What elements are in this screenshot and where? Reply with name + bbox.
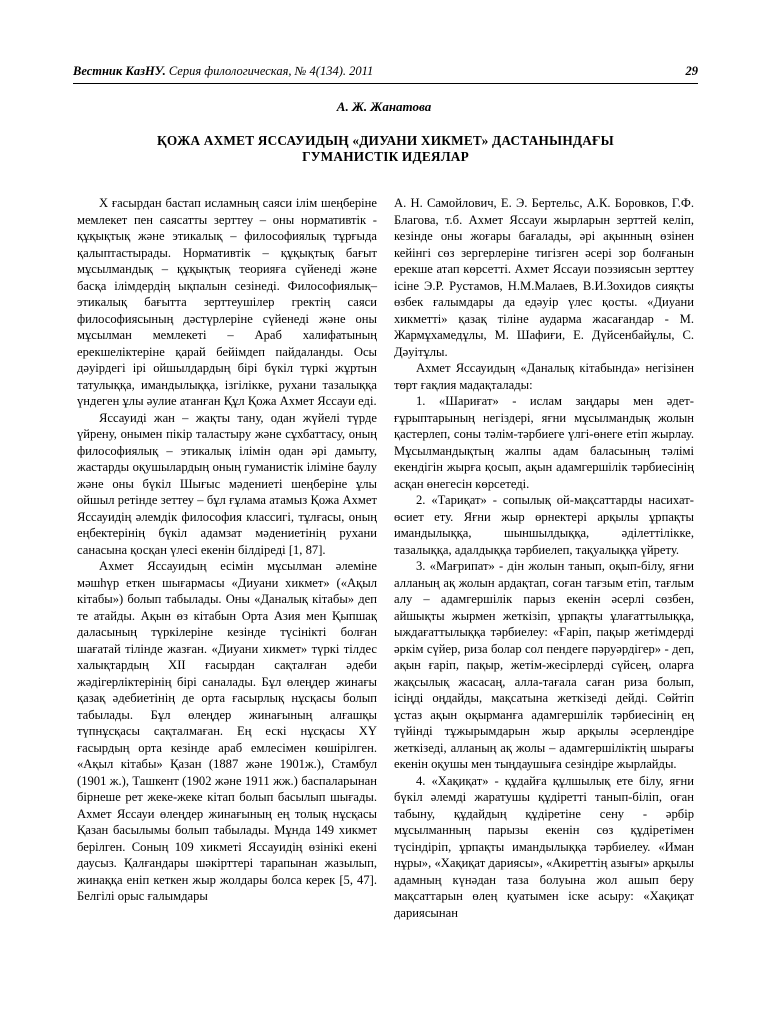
body-column-right [394,195,694,921]
journal-citation [73,64,373,79]
list-item-shariat: 1. «Шариғат» - ислам заңдары мен әдет-ғұрыптарының негіздері, яғни мұсылмандық жолын қастерлеп, соны тәлім-тәрбиеге үлгі-өнеге етіп жырлау. Мұсылмандықтың жалпы адам баласының тәлімі екендігін жырға қосып, ақын адамгершілік тәрбиесінің асқан өнегесін көрсетеді. [394,394,694,491]
list-item-magripat: 3. «Мағрипат» - дін жолын танып, оқып-білу, яғни алланың ақ жолын ардақтап, соған тағзым етіп, тағлым алу – адамгершілік парыз екенін әсерлі сөзбен, айшықты жырмен жеткізіп, ұрпақты ұлағаттылыққа, ыждағаттылыққа тәрбиелеу: «Ғаріп, пақыр жетімдерді әркім сүйер, риза болар сол пендеге пәруәрдігер» - деп, ақын ғаріп, пақыр, жетім-жесірлерді сүйсең, оларға жақсылық жасасаң, алла-тағала саған риза болып, ісіңді оңдайды, мақсатына жеткізеді дейді. Сөйтіп ұстаз ақын оқырманға адамгершілік тәрбиесінің ең түйінді тұжырымдарын жыр арқылы әсерлендіре жеткізеді, алланың ақ жолы – адамгершіліктің шырағы екенін оқушы мен тыңдаушыға сезіндіре жырлайды. [394,559,694,771]
body-column-left [77,195,377,905]
body-paragraph: Ахмет Яссауидың «Даналық кітабында» негізінен төрт ғақлия мадақталады: [394,361,694,392]
article-title-line-2: ГУМАНИСТІК ИДЕЯЛАР [302,149,469,164]
page-number: 29 [685,64,698,78]
article-title [73,133,698,165]
body-paragraph: А. Н. Самойлович, Е. Э. Бертельс, А.К. Боровков, Г.Ф. Благова, т.б. Ахмет Яссауи жырларын зерттей келіп, кезінде оны жоғары бағалады, әрі ақынның өзінен кейінгі сөз зергерлеріне тигізген әсері зор болғанын ерекше атап көрсетті. Ахмет Яссауи поэзиясын зерттеу ісіне Э.Р. Рустамов, Н.М.Малаев, В.И.Зохидов сияқты өзбек ғалымдары да едәуір үлес қосты. «Диуани хикметті» қазақ тіліне аударма жасағандар - М. Жармұхамедұлы, М. Шафиғи, Е. Дүйсенбайұлы, С. Дәуітұлы. [394,196,694,359]
body-paragraph: Х ғасырдан бастап исламның саяси ілім шеңберіне мемлекет пен саясатты зерттеу – оны нормативтік - құқықтық және этикалық – философиялық тұрғыда қалыптастырады. Нормативтік – құқықтық бағыт мұсылмандық – құқықтық теорияға сүйенеді және басқа ілімдердің ықпалын сезінеді. Философиялық–этикалық бағытта зерттеушілер гректің саяси философиясының дәстүрлеріне сүйенеді және оны мұсылман мемлекеті – Араб халифатының ерекшеліктеріне қарай бейімдеп пайдаланды. Осы дәуірдегі ірі ойшылдардың бірі бүкіл түркі жұртын татулыққа, имандылыққа, ізгілікке, рухани тазалыққа үндеген ұлы әулие атанған Құл Қожа Ахмет Яссауи еді. [77,196,377,408]
body-paragraph: Ахмет Яссауидың есімін мұсылман әлеміне мәшһүр еткен шығармасы «Диуани хикмет» («Ақыл кітабы») болып табылады. Оны «Даналық кітабы» деп те атайды. Ақын өз кітабын Орта Азия мен Қыпшақ даласының түркілеріне кезінде түсінікті болған шағатай тілінде жазған. «Диуани хикмет» түркі тілдес халықтардың ХІІ ғасырдан сақталған әдеби жәдігерліктерінің бірі саналады. Бұл өлеңдер жинағы қазақ әдебиетінің де орта ғасырлық нұсқасы болып табылады. Бұл өлеңдер жинағының алғашқы түпнұсқасы сақталмаған. Ең ескі нұсқасы ХҮ ғасырдың орта кезінде араб емлесімен көшірілген. «Ақыл кітабы» Қазан (1887 және 1901ж.), Стамбул (1901 ж.), Ташкент (1902 және 1911 жж.) баспаларынан бірнеше рет жеке-жеке кітап болып басылып шығады. Ахмет Яссауи өлеңдер жинағының ең толық нұсқасы Қазан басылымы болып табылады. Мұнда 149 хикмет берілген. Соның 109 хикметі Яссауидің өзінікі екені даусыз. Қалғандары шәкірттері тарапынан жазылып, жинаққа еніп кеткен жыр жолдары болса керек [5, 47]. Белгілі орыс ғалымдары [77,559,377,903]
header-rule [73,83,698,84]
article-title-line-1: ҚОЖА АХМЕТ ЯССАУИДЫҢ «ДИУАНИ ХИКМЕТ» ДАСТАНЫНДАҒЫ [157,133,614,148]
running-head [73,64,698,82]
journal-title: Вестник КазНУ. [73,64,166,78]
body-paragraph: Яссауиді жан – жақты тану, одан жүйелі түрде үйрену, онымен пікір таластыру және сұхбаттасу, оның философиялық – этикалық ілімін одан әрі дамыту, жастарды оқушылардың оның гуманистік іліміне баулу және оны бүкіл Шығыс мәдениеті шеңберіне ұлы ойшыл ретінде зеттеу – бұл ғұлама атамыз Қожа Ахмет Яссауидің әлемдік философия классигі, тұлғасы, оның еңбектерінің бүкіл адамзат мәдениетінің рухани санасына қосқан үлесі екенін білдіреді [1, 87]. [77,410,377,557]
article-author: А. Ж. Жанатова [336,99,432,114]
list-item-haqiqat: 4. «Хақиқат» - құдайға құлшылық ете білу, яғни бүкіл әлемді жаратушы құдіретті танып-біліп, оған табыну, құдайдың құдіретіне сену - әрбір мұсылманның парызы екенін сөз құдіретімен түсіндіріп, ұрпақты имандылыққа тәрбиелеу. «Иман нұры», «Хақиқат дариясы», «Акиреттің азығы» арқылы адамның күнәдан таза болуына жол ашып беру мақсаттарын өлең қуатымен іске асыру: «Хақиқат дариясынан [394,773,694,920]
journal-series: Серия филологическая, № 4(134). 2011 [165,64,374,78]
list-item-tariqat: 2. «Тариқат» - сопылық ой-мақсаттарды насихат-өсиет ету. Яғни жыр өрнектері арқылы ұрпақты имандылыққа, шыншылдыққа, әділеттілікке, тазалыққа, адалдыққа тәрбиелеп, тақуалыққа үйрету. [394,493,694,557]
